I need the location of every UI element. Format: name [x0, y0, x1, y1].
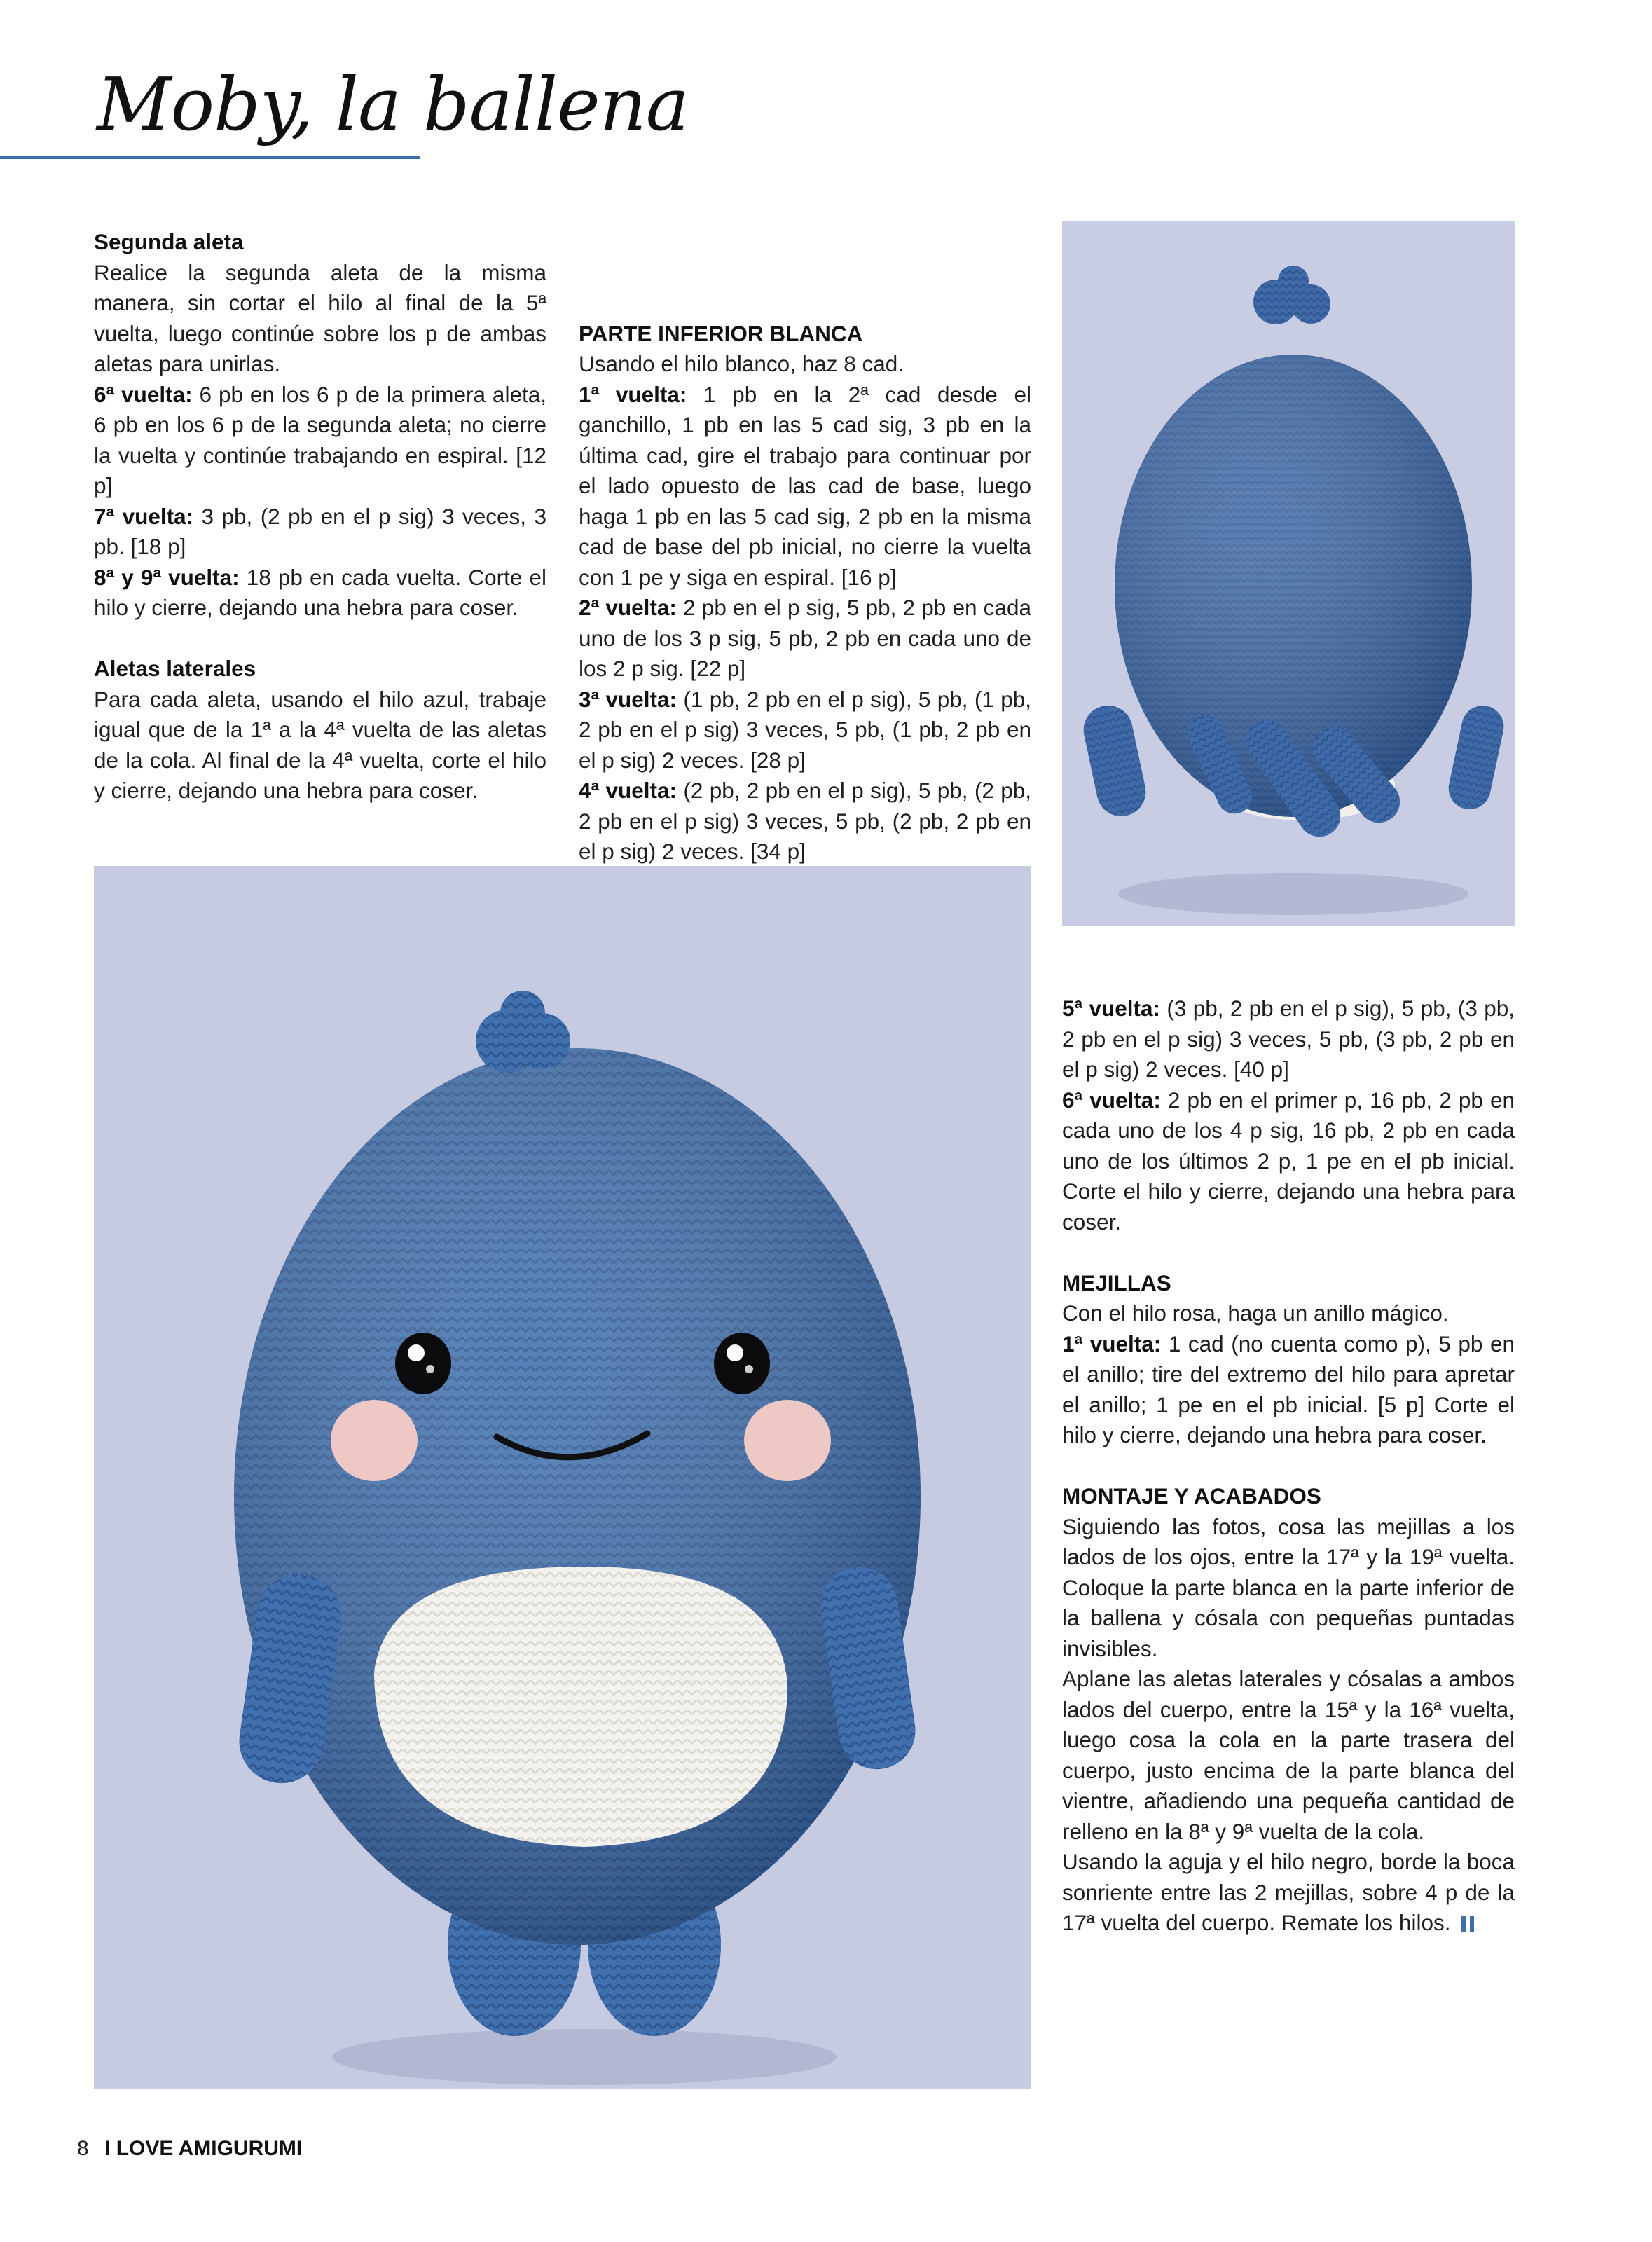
round-text: 2 pb en el p sig, 5 pb, 2 pb en cada uno de los 3 p sig, 5 pb, 2 pb en cada uno de los 2 p sig. [22 p]	[579, 595, 1031, 681]
heading-segunda-aleta: Segunda aleta	[94, 229, 244, 254]
column-3	[1062, 993, 1515, 1939]
round-1-mejillas	[1062, 1329, 1515, 1451]
round-text: 2 pb en el primer p, 16 pb, 2 pb en cada uno de los 4 p sig, 16 pb, 2 pb en cada uno de los últimos 2 p, 1 pe en el pb inicial. Corte el hilo y cierre, dejando una hebra para coser.	[1062, 1087, 1515, 1235]
round-label: 1ª vuelta:	[1062, 1330, 1162, 1356]
whale-front-illustration	[94, 866, 1031, 2089]
column-1	[94, 227, 546, 806]
heading-montaje: MONTAJE Y ACABADOS	[1062, 1483, 1321, 1508]
round-label: 7ª vuelta:	[94, 503, 194, 529]
round-text: 18 pb en cada vuelta. Corte el hilo y cierre, dejando una hebra para coser.	[94, 564, 546, 620]
round-5	[1062, 993, 1515, 1085]
round-label: 6ª vuelta:	[94, 381, 193, 407]
round-label: 1ª vuelta:	[579, 381, 687, 407]
round-7	[94, 502, 546, 563]
whale-back-view-photo	[1062, 221, 1515, 926]
round-2	[579, 593, 1031, 685]
round-label: 4ª vuelta:	[579, 778, 677, 803]
column-2	[579, 227, 1031, 867]
heading-parte-inferior: PARTE INFERIOR BLANCA	[579, 320, 863, 346]
round-8-9	[94, 563, 546, 624]
title-underline	[0, 156, 420, 159]
heading-mejillas: MEJILLAS	[1062, 1270, 1171, 1295]
paragraph-segunda-aleta: Realice la segunda aleta de la misma manera, sin cortar el hilo al final de la 5ª vuelta, luego continúe sobre los p de ambas aletas para unirlas.	[94, 259, 546, 376]
round-label: 2ª vuelta:	[579, 595, 677, 620]
round-1	[579, 380, 1031, 593]
round-text: 1 pb en la 2ª cad desde el ganchillo, 1 pb en las 5 cad sig, 3 pb en la última cad, gire el trabajo para continuar por el lado opuesto de las cad de base, luego haga 1 pb en las 5 cad sig, 2 pb en la misma cad de base del pb inicial, no cierre la vuelta con 1 pe y siga en espiral. [16 p]	[579, 381, 1031, 590]
page-footer	[77, 2137, 302, 2161]
paragraph-montaje-3	[1062, 1847, 1515, 1939]
page-title: Moby, la ballena	[97, 62, 689, 147]
paragraph-montaje-1: Siguiendo las fotos, cosa las mejillas a los lados de los ojos, entre la 17ª y la 19ª vuelta. Coloque la parte blanca en la parte inferior de la ballena y cósala con pequeñas puntadas invisibles.	[1062, 1513, 1515, 1661]
heading-aletas-laterales: Aletas laterales	[94, 656, 256, 681]
round-text: 3 pb, (2 pb en el p sig) 3 veces, 3 pb. [18 p]	[94, 503, 546, 559]
paragraph-parte-intro: Usando el hilo blanco, haz 8 cad.	[579, 351, 904, 376]
paragraph-mejillas-intro: Con el hilo rosa, haga un anillo mágico.	[1062, 1300, 1449, 1326]
magazine-name: I LOVE AMIGURUMI	[104, 2137, 303, 2160]
round-4	[579, 776, 1031, 867]
round-text: (1 pb, 2 pb en el p sig), 5 pb, (1 pb, 2 pb en el p sig) 3 veces, 5 pb, (1 pb, 2 pb en el p sig) 2 veces. [28 p]	[579, 686, 1031, 773]
whale-front-view-photo	[94, 866, 1031, 2089]
whale-back-illustration	[1062, 221, 1515, 926]
paragraph-aletas-laterales: Para cada aleta, usando el hilo azul, trabaje igual que de la 1ª a la 4ª vuelta de las aletas de la cola. Al final de la 4ª vuelta, corte el hilo y cierre, dejando una hebra para coser.	[94, 686, 546, 803]
page-number: 8	[77, 2137, 89, 2160]
round-6	[94, 380, 546, 502]
round-label: 6ª vuelta:	[1062, 1087, 1161, 1113]
round-label: 8ª y 9ª vuelta:	[94, 564, 240, 590]
paragraph-montaje-2: Aplane las aletas laterales y cósalas a ambos lados del cuerpo, entre la 15ª y la 16ª vuelta, luego cosa la cola en la parte trasera del cuerpo, justo encima de la parte blanca del vientre, añadiendo una pequeña cantidad de relleno en la 8ª y 9ª vuelta de la cola.	[1062, 1666, 1515, 1844]
round-text: 1 cad (no cuenta como p), 5 pb en el anillo; tire del extremo del hilo para apretar el anillo; 1 pe en el pb inicial. [5 p] Corte el hilo y cierre, dejando una hebra para coser.	[1062, 1330, 1515, 1447]
montaje-3-text: Usando la aguja y el hilo negro, borde la boca sonriente entre las 2 mejillas, sobre 4 p de la 17ª vuelta del cuerpo. Remate los hilos.	[1062, 1849, 1515, 1935]
round-6-base	[1062, 1085, 1515, 1238]
round-text: (3 pb, 2 pb en el p sig), 5 pb, (3 pb, 2 pb en el p sig) 3 veces, 5 pb, (3 pb, 2 pb en el p sig) 2 veces. [40 p]	[1062, 996, 1515, 1082]
round-label: 5ª vuelta:	[1062, 996, 1161, 1021]
round-label: 3ª vuelta:	[579, 686, 677, 712]
round-text: (2 pb, 2 pb en el p sig), 5 pb, (2 pb, 2 pb en el p sig) 3 veces, 5 pb, (2 pb, 2 pb en el p sig) 2 veces. [34 p]	[579, 778, 1031, 864]
round-3	[579, 685, 1031, 776]
round-text: 6 pb en los 6 p de la primera aleta, 6 pb en los 6 p de la segunda aleta; no cierre la vuelta y continúe trabajando en espiral. [12 p]	[94, 381, 546, 498]
end-of-article-icon	[1461, 1916, 1466, 1932]
